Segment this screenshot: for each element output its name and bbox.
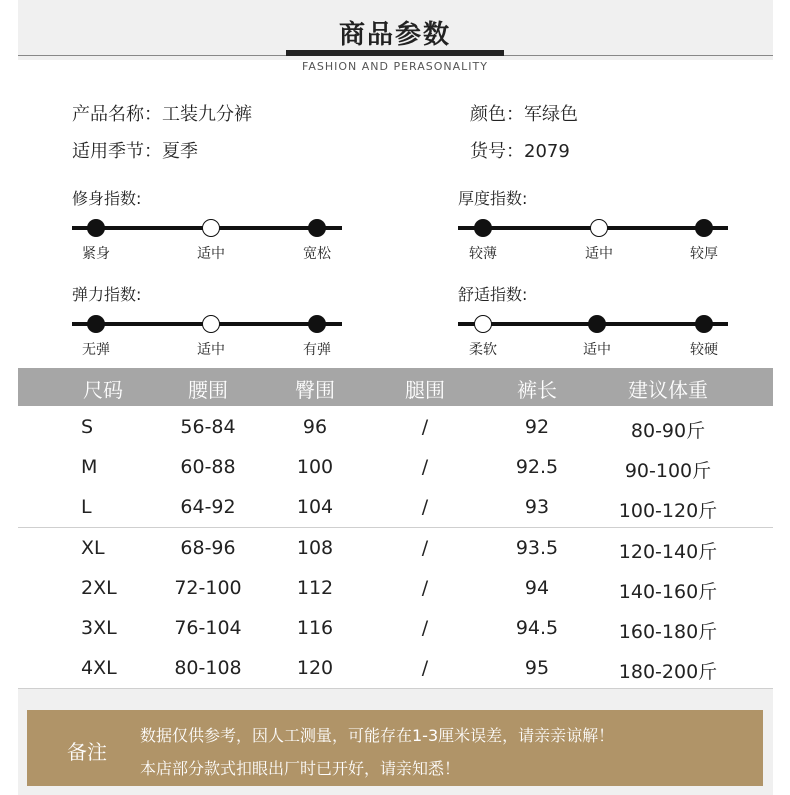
cell-length: 94.5 — [515, 617, 559, 639]
fit-scale-dot-tight — [87, 219, 105, 237]
fit-scale-tick-loose: 宽松 — [303, 246, 331, 262]
cell-length: 93.5 — [515, 536, 559, 559]
header-length: 裤长 — [517, 378, 557, 402]
cell-size: L — [81, 496, 92, 519]
cell-waist: 76-104 — [174, 617, 242, 639]
cell-thigh: / — [421, 576, 429, 599]
cell-waist: 64-92 — [180, 496, 236, 519]
season: 适用季节：夏季 — [72, 141, 198, 162]
table-row — [18, 447, 773, 488]
cell-thigh: / — [421, 456, 429, 479]
cell-size: XL — [81, 536, 105, 559]
thickness-scale-tick-thick: 较厚 — [690, 246, 718, 262]
table-row — [18, 407, 773, 448]
comfort-scale-dot-medium — [588, 315, 606, 333]
cell-size: 3XL — [81, 617, 117, 639]
page-subtitle: FASHION AND PERASONALITY — [302, 60, 488, 73]
cell-weight: 180-200斤 — [618, 661, 718, 684]
cell-waist: 72-100 — [174, 576, 242, 599]
fit-scale-label: 修身指数: — [72, 189, 142, 208]
table-row — [18, 487, 773, 528]
thickness-scale-dot-thick — [695, 219, 713, 237]
elasticity-scale-dot-none — [87, 315, 105, 333]
cell-thigh: / — [421, 536, 429, 559]
note-box — [27, 710, 763, 786]
cell-size: S — [81, 416, 94, 438]
thickness-scale-dot-medium — [590, 219, 608, 237]
cell-weight: 100-120斤 — [618, 500, 718, 523]
page-title: 商品参数 — [338, 20, 451, 50]
table-row — [18, 528, 773, 569]
comfort-scale-label: 舒适指数: — [458, 285, 528, 304]
fit-scale-dot-medium — [202, 219, 220, 237]
cell-waist: 80-108 — [174, 657, 242, 680]
note-label: 备注 — [67, 740, 107, 764]
cell-hip: 120 — [296, 657, 334, 680]
cell-size: 4XL — [81, 657, 117, 680]
cell-hip: 112 — [296, 576, 334, 599]
cell-hip: 116 — [296, 617, 334, 639]
comfort-scale-tick-soft: 柔软 — [469, 342, 497, 358]
cell-weight: 80-90斤 — [630, 420, 706, 442]
size-table-header — [18, 368, 773, 406]
item-number: 货号：2079 — [470, 141, 570, 162]
cell-length: 93 — [524, 496, 550, 519]
header-size: 尺码 — [83, 378, 123, 402]
product-name: 产品名称：工装九分裤 — [72, 104, 252, 125]
cell-thigh: / — [421, 416, 429, 438]
elasticity-scale-dot-stretch — [308, 315, 326, 333]
comfort-scale-tick-medium: 适中 — [583, 342, 611, 358]
fit-scale-tick-tight: 紧身 — [82, 246, 110, 262]
cell-waist: 68-96 — [180, 536, 236, 559]
cell-length: 92.5 — [515, 456, 559, 479]
header-waist: 腰围 — [188, 378, 228, 402]
cell-length: 94 — [524, 576, 550, 599]
thickness-scale-tick-medium: 适中 — [585, 246, 613, 262]
cell-weight: 120-140斤 — [618, 540, 718, 563]
cell-weight: 140-160斤 — [618, 580, 718, 603]
cell-size: M — [81, 456, 98, 479]
elasticity-scale-tick-none: 无弹 — [82, 342, 110, 358]
thickness-scale-label: 厚度指数: — [458, 189, 528, 208]
cell-weight: 90-100斤 — [624, 460, 712, 483]
cell-waist: 60-88 — [180, 456, 236, 479]
thickness-scale-tick-thin: 较薄 — [469, 246, 497, 262]
cell-thigh: / — [421, 496, 429, 519]
elasticity-scale-tick-medium: 适中 — [197, 342, 225, 358]
header-hip: 臀围 — [295, 378, 335, 402]
cell-hip: 96 — [302, 416, 328, 438]
elasticity-scale-tick-stretch: 有弹 — [303, 342, 331, 358]
comfort-scale-dot-firm — [695, 315, 713, 333]
header-thigh: 腿围 — [405, 378, 445, 402]
cell-hip: 108 — [296, 536, 334, 559]
table-row — [18, 608, 773, 649]
cell-hip: 100 — [296, 456, 334, 479]
fit-scale-tick-medium: 适中 — [197, 246, 225, 262]
cell-length: 92 — [524, 416, 550, 438]
header-weight: 建议体重 — [628, 378, 708, 402]
cell-thigh: / — [421, 657, 429, 680]
note-line-2: 本店部分款式扣眼出厂时已开好，请亲知悉！ — [140, 759, 461, 778]
table-row — [18, 648, 773, 689]
fit-scale-dot-loose — [308, 219, 326, 237]
cell-weight: 160-180斤 — [618, 621, 718, 643]
table-row — [18, 568, 773, 609]
comfort-scale-tick-firm: 较硬 — [690, 342, 718, 358]
elasticity-scale-dot-medium — [202, 315, 220, 333]
thickness-scale-dot-thin — [474, 219, 492, 237]
comfort-scale-dot-soft — [474, 315, 492, 333]
elasticity-scale-label: 弹力指数: — [72, 285, 142, 304]
cell-waist: 56-84 — [180, 416, 236, 438]
cell-length: 95 — [524, 657, 550, 680]
cell-thigh: / — [421, 617, 429, 639]
title-underline — [286, 50, 504, 56]
cell-hip: 104 — [296, 496, 334, 519]
cell-size: 2XL — [81, 576, 117, 599]
product-color: 颜色：军绿色 — [470, 104, 578, 125]
note-line-1: 数据仅供参考，因人工测量，可能存在1-3厘米误差，请亲亲谅解！ — [140, 726, 615, 745]
